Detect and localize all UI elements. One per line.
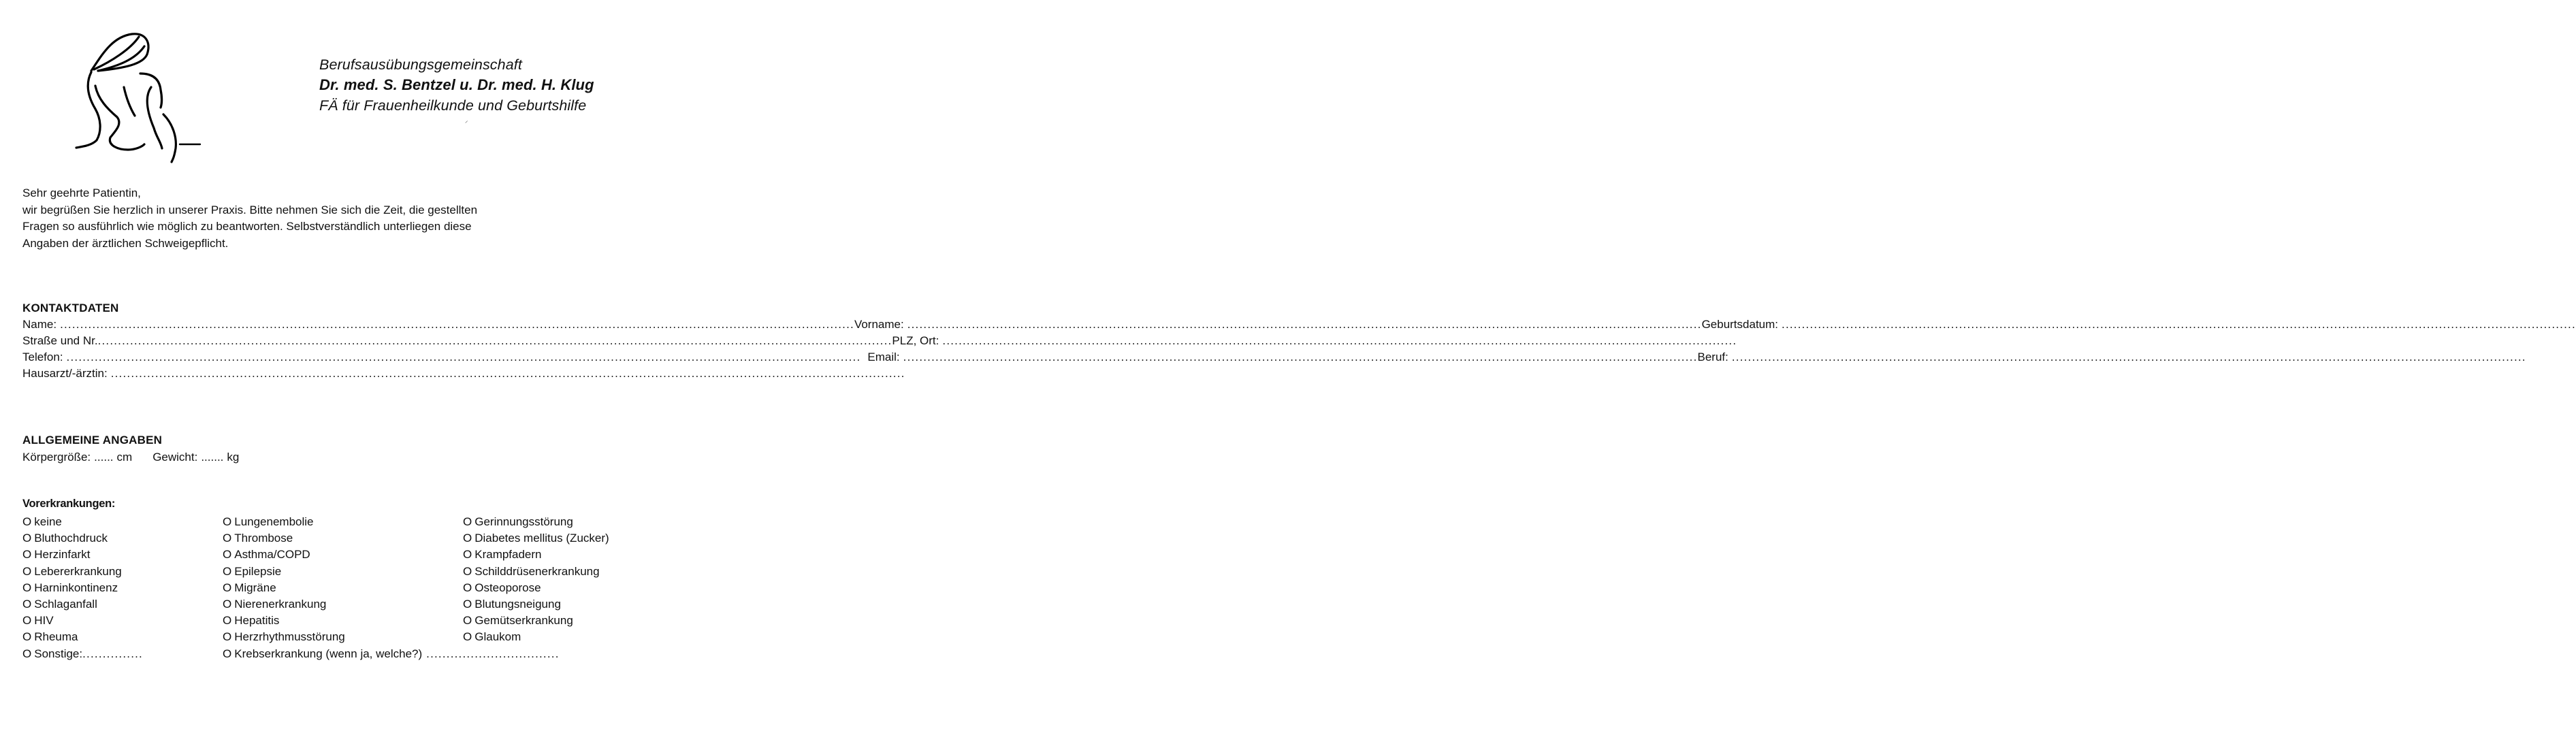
specialty: FÄ für Frauenheilkunde und Geburtshilfe (319, 97, 587, 114)
condition-option[interactable] (463, 581, 541, 596)
condition-option[interactable] (223, 564, 281, 579)
condition-option[interactable] (463, 613, 573, 628)
checkbox-circle-icon[interactable]: O (22, 614, 32, 628)
condition-option[interactable] (22, 597, 97, 612)
salutation: Sehr geehrte Patientin, (22, 186, 141, 199)
condition-label: Gemütserkrankung (474, 614, 573, 628)
condition-label: Asthma/COPD (234, 548, 310, 562)
condition-label: Osteoporose (474, 581, 541, 594)
condition-label: Krebserkrankung (wenn ja, welche?) (234, 647, 423, 660)
condition-label: Blutungsneigung (474, 598, 561, 611)
condition-option[interactable] (223, 630, 345, 645)
birthdate-label: Geburtsdatum: (1701, 318, 1779, 331)
contact-section-title: KONTAKTDATEN (22, 302, 119, 314)
condition-label: HIV (34, 614, 54, 628)
checkbox-circle-icon[interactable]: O (22, 532, 32, 545)
condition-option[interactable] (223, 547, 310, 562)
condition-label: Herzinfarkt (34, 548, 91, 562)
checkbox-circle-icon[interactable]: O (223, 532, 232, 545)
checkbox-circle-icon[interactable]: O (22, 647, 32, 660)
checkbox-circle-icon[interactable]: O (22, 630, 32, 644)
checkbox-circle-icon[interactable]: O (463, 515, 472, 528)
condition-option[interactable] (463, 597, 561, 612)
condition-label: Glaukom (474, 630, 521, 644)
condition-option[interactable] (223, 581, 276, 596)
intro-line: Fragen so ausführlich wie möglich zu beantworten. Selbstverständlich unterliegen diese (22, 220, 472, 233)
birthdate-field[interactable]: Geburtsdatum: ..................................................................................................................................................................................................... (1701, 318, 2576, 331)
checkbox-circle-icon[interactable]: O (223, 630, 232, 644)
condition-option[interactable] (22, 581, 118, 596)
cancer-type-input[interactable]: ................................. (426, 647, 560, 660)
condition-label: keine (34, 515, 62, 528)
height-unit: cm (116, 451, 133, 464)
condition-option[interactable] (463, 630, 521, 645)
checkbox-circle-icon[interactable]: O (463, 598, 472, 611)
height-label: Körpergröße: (22, 451, 91, 464)
condition-option[interactable] (22, 547, 90, 562)
general-section-title: ALLGEMEINE ANGABEN (22, 434, 163, 446)
firstname-label: Vorname: (854, 318, 904, 331)
condition-option[interactable] (463, 564, 600, 579)
phone-field[interactable]: Telefon: ..................................................................................................................................................................................................... (22, 351, 861, 363)
checkbox-circle-icon[interactable]: O (223, 598, 232, 611)
condition-label: Schlaganfall (34, 598, 97, 611)
condition-label: Bluthochdruck (34, 532, 108, 545)
condition-option[interactable] (22, 564, 122, 579)
checkbox-circle-icon[interactable]: O (22, 598, 32, 611)
condition-option[interactable] (22, 531, 108, 546)
condition-option[interactable] (223, 531, 293, 546)
condition-option[interactable] (223, 597, 326, 612)
condition-option[interactable] (463, 515, 573, 530)
condition-option[interactable] (463, 547, 542, 562)
zip-city-field[interactable]: PLZ, Ort: ..................................................................................................................................................................................................... (892, 334, 1737, 347)
street-field[interactable]: Straße und Nr. ..................................................................................................................................................................................................... (22, 334, 892, 347)
contact-row-address (22, 334, 1737, 348)
intro-line: Angaben der ärztlichen Schweigepflicht. (22, 236, 229, 250)
gp-label: Hausarzt/-ärztin: (22, 367, 108, 380)
intro-line: wir begrüßen Sie herzlich in unserer Praxis. Bitte nehmen Sie sich die Zeit, die gestellten (22, 203, 478, 216)
checkbox-circle-icon[interactable]: O (463, 564, 472, 578)
contact-row-name (22, 317, 2576, 332)
condition-label: Lebererkrankung (34, 564, 122, 578)
checkbox-circle-icon[interactable]: O (22, 548, 32, 562)
condition-label: Harninkontinenz (34, 581, 118, 594)
conditions-title: Vorerkrankungen: (22, 498, 116, 510)
weight-unit: kg (227, 451, 240, 464)
practice-logo-icon (71, 29, 200, 165)
zip-city-label: PLZ, Ort: (892, 334, 939, 347)
checkbox-circle-icon[interactable]: O (223, 647, 232, 660)
checkbox-circle-icon[interactable]: O (463, 581, 472, 594)
weight-label: Gewicht: (152, 451, 198, 464)
scan-artifact: ⸝ (465, 117, 468, 124)
email-label: Email: (867, 351, 900, 363)
checkbox-circle-icon[interactable]: O (223, 548, 232, 562)
other-input[interactable]: ............... (82, 647, 143, 660)
practice-header (319, 54, 594, 116)
firstname-field[interactable]: Vorname: ..................................................................................................................................................................................................... (854, 318, 1702, 331)
intro-text (22, 185, 696, 252)
name-label: Name: (22, 318, 57, 331)
general-row (22, 450, 686, 465)
checkbox-circle-icon[interactable]: O (223, 614, 232, 628)
checkbox-circle-icon[interactable]: O (223, 564, 232, 578)
condition-option[interactable] (223, 515, 314, 530)
weight-input[interactable]: ....... (201, 451, 224, 464)
condition-label: Gerinnungsstörung (474, 515, 573, 528)
condition-label: Schilddrüsenerkrankung (474, 564, 600, 578)
name-field[interactable]: Name: ..................................................................................................................................................................................................... (22, 318, 854, 331)
condition-option[interactable] (22, 613, 54, 628)
condition-label: Rheuma (34, 630, 78, 644)
checkbox-circle-icon[interactable]: O (22, 581, 32, 594)
condition-label: Diabetes mellitus (Zucker) (474, 532, 609, 545)
condition-label: Nierenerkrankung (234, 598, 327, 611)
contact-row-phone (22, 350, 2526, 365)
job-label: Beruf: (1697, 351, 1728, 363)
condition-option[interactable] (22, 630, 78, 645)
contact-row-gp (22, 366, 905, 381)
checkbox-circle-icon[interactable]: O (463, 532, 472, 545)
condition-label: Sonstige: (34, 647, 83, 660)
condition-option[interactable] (223, 613, 279, 628)
checkbox-circle-icon[interactable]: O (223, 515, 232, 528)
street-label: Straße und Nr. (22, 334, 98, 347)
checkbox-circle-icon[interactable]: O (463, 630, 472, 644)
checkbox-circle-icon[interactable]: O (22, 515, 32, 528)
condition-option[interactable] (22, 647, 143, 662)
condition-label: Lungenembolie (234, 515, 314, 528)
job-field[interactable]: Beruf: ..................................................................................................................................................................................................... (1697, 351, 2526, 363)
checkbox-circle-icon[interactable]: O (223, 581, 232, 594)
condition-label: Krampfadern (474, 548, 542, 562)
condition-label: Hepatitis (234, 614, 280, 628)
condition-label: Epilepsie (234, 564, 282, 578)
condition-option[interactable] (223, 647, 560, 662)
condition-label: Herzrhythmusstörung (234, 630, 345, 644)
condition-label: Thrombose (234, 532, 293, 545)
practice-type: Berufsausübungsgemeinschaft (319, 56, 522, 73)
checkbox-circle-icon[interactable]: O (463, 548, 472, 562)
phone-label: Telefon: (22, 351, 63, 363)
height-input[interactable]: ...... (94, 451, 114, 464)
doctor-names: Dr. med. S. Bentzel u. Dr. med. H. Klug (319, 76, 594, 93)
condition-option[interactable] (22, 515, 62, 530)
checkbox-circle-icon[interactable]: O (22, 564, 32, 578)
condition-option[interactable] (463, 531, 609, 546)
gp-field[interactable]: Hausarzt/-ärztin: ..................................................................................................................................................................................................... (22, 367, 905, 380)
checkbox-circle-icon[interactable]: O (463, 614, 472, 628)
email-field[interactable]: Email: ..................................................................................................................................................................................................... (867, 351, 1698, 363)
condition-label: Migräne (234, 581, 276, 594)
